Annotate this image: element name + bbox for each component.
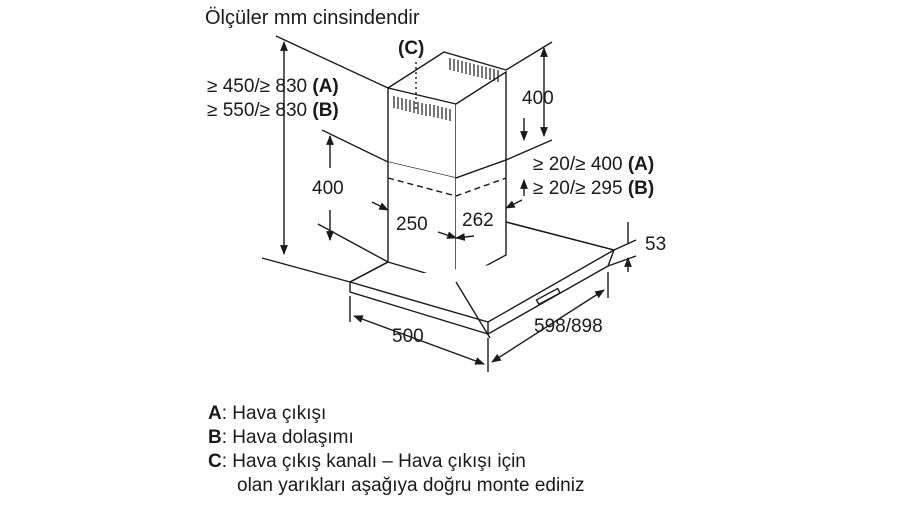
gap-a-value: ≥ 20/≥ 400 (533, 154, 623, 175)
dim-250-arrow (372, 202, 388, 210)
legend-item-a (208, 402, 326, 426)
total-height-b-key: (B) (312, 100, 339, 121)
hood-depth: 500 (392, 326, 424, 347)
dim-53-ext-top (614, 240, 636, 250)
legend-item-b (208, 426, 354, 450)
legend-key-a: A (208, 403, 222, 424)
gap-a-key: (A) (627, 154, 655, 175)
gap-b-value: ≥ 20/≥ 295 (533, 178, 623, 199)
legend-sep-c: : (221, 451, 233, 472)
legend-item-c (208, 450, 526, 474)
dim-lower-400-ext-bottom (318, 224, 388, 262)
dim-262-arrow-2 (506, 200, 522, 208)
total-height-b-value: ≥ 550/≥ 830 (207, 100, 308, 121)
chimney-width: 250 (396, 214, 428, 235)
total-height-a-label (207, 76, 339, 98)
legend-text-a: Hava çıkışı (232, 403, 327, 424)
hood-width: 598/898 (534, 316, 603, 337)
gap-b-label (533, 178, 654, 200)
dim-lower-400-ext-top (322, 130, 388, 162)
legend-key-c: C (208, 451, 222, 472)
units-note: Ölçüler mm cinsindendir (205, 7, 420, 29)
upper-chimney-height: 400 (522, 88, 554, 109)
legend-text-c: Hava çıkış kanalı – Hava çıkışı için (232, 451, 526, 472)
hood-thickness: 53 (645, 234, 667, 255)
total-height-a-value: ≥ 450/≥ 830 (207, 76, 308, 97)
legend-text-b: Hava dolaşımı (232, 427, 354, 448)
legend-sep-a: : (221, 403, 233, 424)
vent-slots-back (450, 58, 498, 82)
dim-upper-400-ext-top (506, 42, 552, 70)
dim-53-ext-bottom (608, 256, 636, 266)
total-height-a-key: (A) (312, 76, 339, 97)
legend-item-c-continuation: olan yarıkları aşağıya doğru monte ediniz (237, 475, 585, 496)
lower-chimney-height: 400 (312, 178, 344, 199)
legend-key-b: B (208, 427, 222, 448)
legend-sep-b: : (221, 427, 233, 448)
gap-a-label (533, 154, 654, 176)
chimney-depth: 262 (462, 210, 494, 231)
gap-b-key: (B) (627, 178, 655, 199)
chimney-c-label: (C) (398, 38, 425, 59)
total-height-b-label (207, 100, 339, 122)
dim-total-height-ext-bottom (262, 258, 350, 282)
